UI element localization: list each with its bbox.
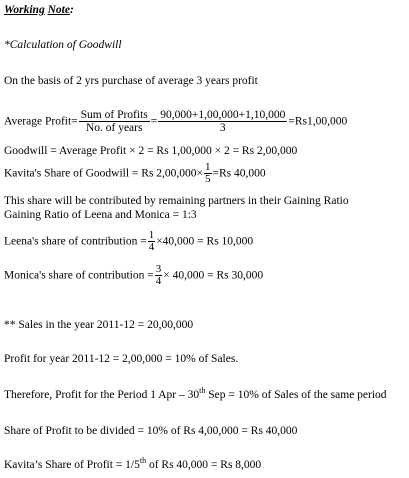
kavita-denominator: 5 — [205, 172, 211, 185]
contribution-line-1: This share will be contributed by remaining partners in their Gaining Ratio — [4, 195, 349, 207]
monica-numerator: 3 — [155, 262, 162, 275]
kavita-profit-pre: Kavita’s Share of Profit = 1/5 — [4, 459, 140, 471]
avg-fraction-1 — [79, 109, 150, 134]
average-profit-formula — [4, 108, 347, 134]
leena-fraction — [148, 230, 156, 253]
leena-numerator: 1 — [148, 228, 155, 241]
avg-denominator: No. of years — [85, 121, 143, 134]
avg-denominator-2: 3 — [219, 121, 226, 134]
note-word: Note — [47, 4, 70, 16]
avg-numerator-2: 90,000+1,00,000+1,10,000 — [160, 108, 286, 121]
kavita-profit-line — [4, 458, 261, 472]
leena-post: ×40,000 = Rs 10,000 — [156, 235, 254, 248]
avg-fraction-2 — [158, 109, 287, 134]
avg-result: =Rs1,00,000 — [288, 115, 348, 128]
leena-contribution-line — [4, 228, 253, 254]
profit-period-post: Sep = 10% of Sales of the same period — [205, 389, 387, 401]
profit-period-pre: Therefore, Profit for the Period 1 Apr – 30 — [4, 389, 200, 401]
monica-contribution-line — [4, 262, 263, 288]
kavita-numerator: 1 — [205, 160, 211, 173]
monica-post: × 40,000 = Rs 30,000 — [163, 269, 264, 282]
kavita-goodwill-pre: Kavita's Share of Goodwill = Rs 2,00,000× — [4, 167, 204, 180]
kavita-fraction — [204, 162, 212, 185]
profit-year-line: Profit for year 2011-12 = 2,00,000 = 10% of Sales. — [4, 353, 239, 365]
heading-colon: : — [69, 4, 74, 16]
profit-period-line — [4, 388, 387, 402]
leena-pre: Leena's share of contribution = — [4, 235, 147, 248]
monica-denominator: 4 — [155, 274, 162, 287]
avg-label: Average Profit= — [4, 115, 78, 128]
goodwill-basis: On the basis of 2 yrs purchase of average 3 years profit — [4, 75, 258, 87]
avg-equals: = — [150, 115, 158, 128]
kavita-goodwill-line — [4, 160, 266, 186]
avg-numerator: Sum of Profits — [80, 108, 148, 121]
goodwill-title: *Calculation of Goodwill — [4, 39, 122, 51]
leena-denominator: 4 — [148, 240, 155, 253]
share-profit-line: Share of Profit to be divided = 10% of Rs 4,00,000 = Rs 40,000 — [4, 425, 298, 437]
kavita-profit-post: of Rs 40,000 = Rs 8,000 — [146, 459, 262, 471]
sales-line: ** Sales in the year 2011-12 = 20,00,000 — [4, 319, 194, 331]
working-note-heading — [4, 3, 74, 17]
contribution-line-2: Gaining Ratio of Leena and Monica = 1:3 — [4, 209, 197, 221]
monica-pre: Monica's share of contribution = — [4, 269, 154, 282]
kavita-profit-sup: th — [139, 456, 147, 466]
kavita-goodwill-post: =Rs 40,000 — [212, 167, 266, 180]
working-word: Working — [4, 4, 45, 16]
monica-fraction — [155, 264, 163, 287]
profit-period-sup: th — [199, 386, 206, 396]
goodwill-calc-line: Goodwill = Average Profit × 2 = Rs 1,00,000 × 2 = Rs 2,00,000 — [4, 145, 298, 157]
